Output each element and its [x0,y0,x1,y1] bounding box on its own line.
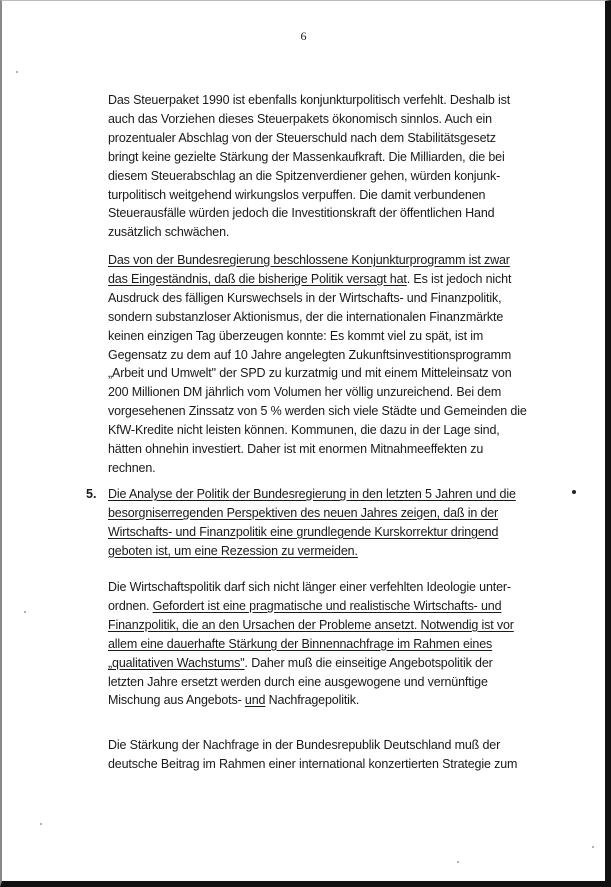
text-line: zusätzlich schwächen. [108,225,230,240]
text-line: Gegensatz zu dem auf 10 Jahre angelegten Zukunftsinvestitionsprogramm [108,347,512,362]
text-fragment: Mischung aus Angebots- [108,693,245,708]
text-line: keinen einzigen Tag überzeugen konnte: Es kommt viel zu spät, ist im [108,328,484,343]
text-line: letzten Jahre ersetzt werden durch eine ausgewogene und vernünftige [108,674,488,689]
text-line: diesem Steuerabschlag an die Spitzenverdiener gehen, würden konjunk- [108,168,501,183]
text-fragment: Nachfragepolitik. [265,693,360,708]
text-line: bringt keine gezielte Stärkung der Massenkaufkraft. Die Milliarden, die bei [108,149,505,164]
text-line: sondern substanzloser Aktionismus, der die internationalen Finanzmärkte [108,309,504,324]
page-number: 6 [300,29,307,43]
underlined-text-line: Wirtschafts- und Finanzpolitik eine grundlegende Kurskorrektur dringend [108,524,499,539]
section-number: 5. [86,487,97,501]
underlined-text-line: geboten ist, um eine Rezession zu vermeiden. [108,543,358,558]
text-line: vorgesehenen Zinssatz von 5 % werden sich viele Städte und Gemeinden die [108,404,527,419]
underlined-phrase: „qualitativen Wachstums" [108,655,245,670]
text-line: 200 Millionen DM jährlich vom Volumen her völlig unzureichend. Bei dem [108,385,502,400]
text-line: prozentualer Abschlag von der Steuerschuld nach dem Stabilitätsgesetz [108,130,496,145]
text-line [108,654,536,673]
underlined-text-line: besorgniserregenden Perspektiven des neuen Jahres zeigen, daß in der [108,505,499,520]
text-line: Ausdruck des fälligen Kurswechsels in der Wirtschafts- und Finanzpolitik, [108,290,502,305]
text-line: rechnen. [108,460,156,475]
margin-dot [572,490,576,494]
text-line: Steuerausfälle würden jedoch die Investitionskraft der öffentlichen Hand [108,206,495,221]
text-line: deutsche Beitrag im Rahmen einer international konzertierten Strategie zum [108,756,518,771]
paragraph-tax-package [108,91,536,242]
paragraph-demand [108,736,536,774]
text-line [108,691,536,710]
underlined-phrase: und [244,693,266,708]
text-line: KfW-Kredite nicht leisten können. Kommunen, die dazu in der Lage sind, [108,423,500,438]
underlined-text-line: Die Analyse der Politik der Bundesregierung in den letzten 5 Jahren und die [108,487,516,501]
text-fragment: . Daher muß die einseitige Angebotspolitik der [244,655,493,670]
section-5-heading [108,485,536,561]
text-line [108,270,536,289]
text-line: Das Steuerpaket 1990 ist ebenfalls konjunkturpolitisch verfehlt. Deshalb ist [108,93,511,107]
paragraph-stimulus-program [108,251,536,478]
scan-speck [24,611,26,613]
text-fragment: ordnen. [108,598,153,613]
scan-speck [457,861,459,863]
text-line: „Arbeit und Umwelt" der SPD zu kurzatmig und mit einem Mitteleinsatz von [108,366,512,381]
text-line: hätten ohnehin investiert. Daher ist mit enormen Mitnahmeeffekten zu [108,442,484,457]
text-line: Die Stärkung der Nachfrage in der Bundesrepublik Deutschland muß der [108,738,501,752]
text-line: Die Wirtschaftspolitik darf sich nicht länger einer verfehlten Ideologie unter- [108,580,511,594]
underlined-text-line: Das von der Bundesregierung beschlossene Konjunkturprogramm ist zwar [108,253,510,267]
text-fragment: . Es ist jedoch nicht [406,271,512,286]
paragraph-economic-policy [108,578,536,710]
scan-speck [40,823,42,825]
underlined-phrase: Gefordert ist eine pragmatische und realistische Wirtschafts- und [152,598,502,613]
scan-speck [592,846,594,848]
underlined-text-line: Finanzpolitik, die an den Ursachen der Probleme ansetzt. Notwendig ist vor [108,617,514,632]
underlined-text-line: allem eine dauerhafte Stärkung der Binnennachfrage im Rahmen eines [108,636,493,651]
text-line [108,597,536,616]
scan-speck [16,71,18,73]
text-line: auch das Vorziehen dieses Steuerpakets ökonomisch sinnlos. Auch ein [108,111,492,126]
text-line: turpolitisch weitgehend wirkungslos verpuffen. Die damit verbundenen [108,187,486,202]
underlined-phrase: das Eingeständnis, daß die bisherige Politik versagt hat [108,271,407,286]
